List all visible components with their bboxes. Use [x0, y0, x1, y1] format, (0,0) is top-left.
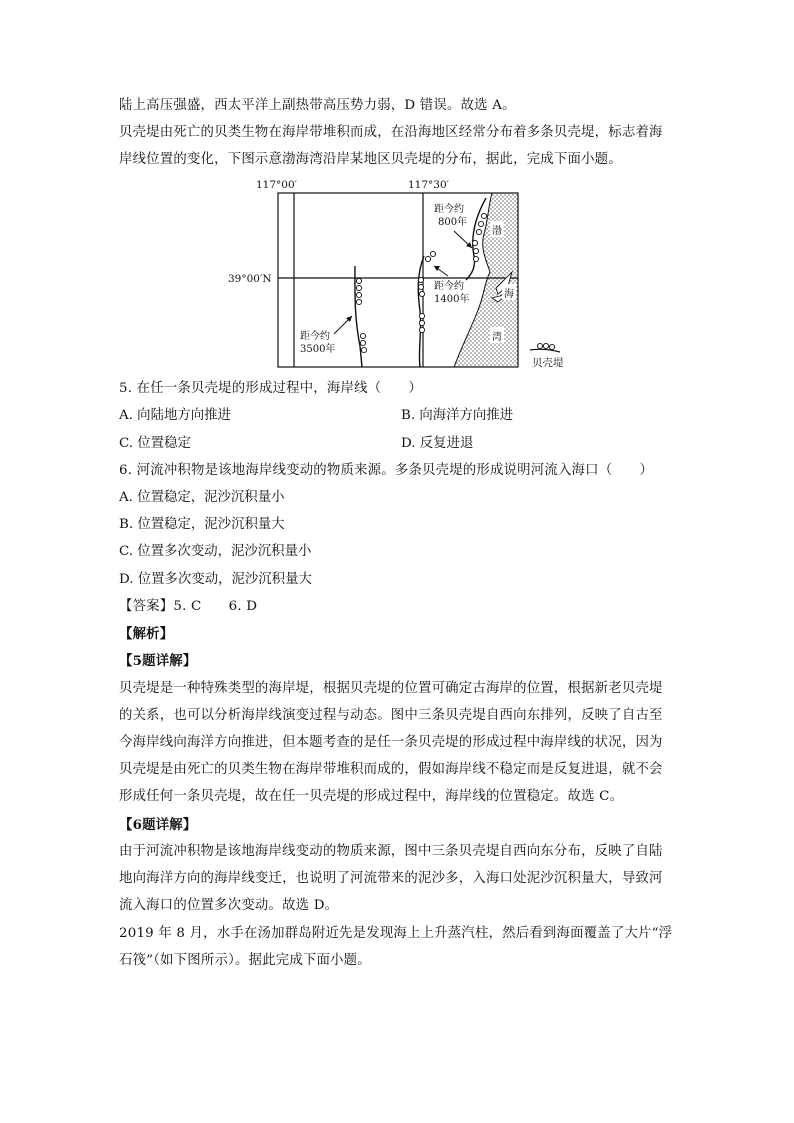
- analysis-title: 【解析】: [119, 626, 174, 642]
- q6-stem: 6. 河流冲积物是该地海岸线变动的物质来源。多条贝壳堤的形成说明河流入海口（ ）: [119, 463, 654, 478]
- legend-shell-ridge-icon: [530, 343, 560, 352]
- q5-option-d: D. 反复进退: [401, 436, 474, 451]
- q5-option-b: B. 向海洋方向推进: [401, 408, 514, 423]
- detail6-title: 【6题详解】: [119, 817, 197, 833]
- q6-option-d: D. 位置多次变动，泥沙沉积量大: [119, 572, 312, 587]
- q5-option-c: C. 位置稳定: [119, 436, 191, 451]
- detail5-line-4: 贝壳堤是由死亡的贝类生物在海岸带堆积而成的，假如海岸线不稳定而是反复进退，就不会: [119, 762, 663, 777]
- detail5-line-5: 形成任何一条贝壳堤，故在任一贝壳堤的形成过程中，海岸线的位置稳定。故选 C。: [119, 789, 624, 804]
- intro-line-1: 陆上高压强盛，西太平洋上副热带高压势力弱，D 错误。故选 A。: [119, 98, 516, 113]
- sea-label-bo: 渤: [492, 226, 502, 237]
- shell-ridge-map: [222, 176, 582, 372]
- label-3500-line1: 距今约: [300, 331, 330, 342]
- answer-line: 【答案】5. C 6. D: [119, 599, 258, 614]
- outro-line-1: 2019 年 8 月，水手在汤加群岛附近先是发现海上上升蒸汽柱，然后看到海面覆盖了大片“浮: [119, 926, 673, 941]
- lon-label-117-00: 117°00′: [256, 179, 298, 191]
- legend-label: 贝壳堤: [532, 357, 564, 369]
- label-1400-line2: 1400年: [434, 294, 470, 305]
- intro-line-3: 岸线位置的变化，下图示意渤海湾沿岸某地区贝壳堤的分布，据此，完成下面小题。: [119, 152, 622, 167]
- sea-label-hai: 海: [504, 289, 514, 300]
- label-800-line1: 距今约: [434, 204, 464, 215]
- label-800-line2: 800年: [438, 217, 468, 228]
- label-3500-line2: 3500年: [300, 344, 336, 355]
- lat-label-39-00: 39°00′N: [228, 273, 272, 285]
- lon-label-117-30: 117°30′: [408, 179, 450, 191]
- label-1400-line1: 距今约: [434, 281, 464, 292]
- intro-line-2: 贝壳堤由死亡的贝类生物在海岸带堆积而成，在沿海地区经常分布着多条贝壳堤，标志着海: [119, 125, 663, 140]
- q6-option-c: C. 位置多次变动，泥沙沉积量小: [119, 544, 312, 559]
- q5-option-a: A. 向陆地方向推进: [119, 408, 231, 423]
- detail6-line-3: 流入海口的位置多次变动。故选 D。: [119, 898, 339, 913]
- outro-line-2: 石筏”（如下图所示）。据此完成下面小题。: [119, 953, 371, 968]
- detail6-line-2: 地向海洋方向的海岸线变迁，也说明了河流带来的泥沙多，入海口处泥沙沉积量大，导致河: [119, 871, 663, 886]
- detail5-line-1: 贝壳堤是一种特殊类型的海岸堤，根据贝壳堤的位置可确定古海岸的位置，根据新老贝壳堤: [119, 681, 663, 696]
- detail6-line-1: 由于河流冲积物是该地海岸线变动的物质来源，图中三条贝壳堤自西向东分布，反映了自陆: [119, 844, 663, 859]
- detail5-title: 【5题详解】: [119, 653, 197, 669]
- detail5-line-2: 的关系，也可以分析海岸线演变过程与动态。图中三条贝壳堤自西向东排列，反映了自古至: [119, 708, 663, 723]
- sea-label-wan: 湾: [492, 332, 502, 343]
- q6-option-b: B. 位置稳定，泥沙沉积量大: [119, 517, 285, 532]
- q5-stem: 5. 在任一条贝壳堤的形成过程中，海岸线（ ）: [119, 381, 423, 396]
- q6-option-a: A. 位置稳定，泥沙沉积量小: [119, 490, 285, 505]
- detail5-line-3: 今海岸线向海洋方向推进，但本题考查的是任一条贝壳堤的形成过程中海岸线的状况，因为: [119, 735, 663, 750]
